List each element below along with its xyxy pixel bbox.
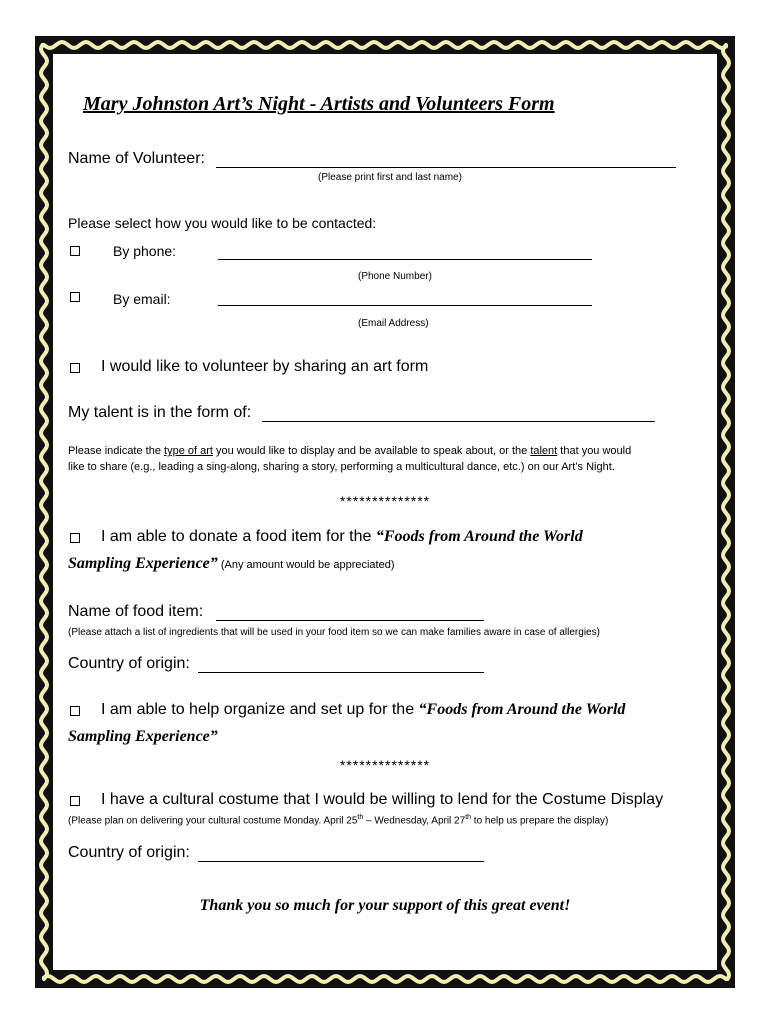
phone-hint: (Phone Number): [358, 271, 432, 282]
page-area: [53, 54, 717, 970]
email-input-line[interactable]: [218, 305, 592, 306]
form-title: Mary Johnston Art’s Night - Artists and Volunteers Form: [83, 93, 555, 115]
phone-checkbox[interactable]: [70, 246, 80, 256]
separator-2: **************: [339, 757, 431, 773]
talent-label: My talent is in the form of:: [68, 404, 252, 421]
talent-note: Please indicate the type of art you would like to display and be available to speak about, or the talent that you would like to share (e.g., leading a sing-along, sharing a story, performing a multicultural dance, etc.) on our Art’s Night.: [68, 445, 632, 473]
type-of-art-text: type of art: [164, 445, 213, 457]
country-input-line-1[interactable]: [198, 672, 484, 673]
organize-line-2: Sampling Experience”: [68, 728, 218, 745]
country-label-2: Country of origin:: [68, 844, 190, 861]
talent-input-line[interactable]: [262, 421, 655, 422]
talent-text: talent: [530, 445, 558, 457]
donate-line-2: Sampling Experience” (Any amount would be appreciated): [68, 555, 395, 572]
phone-input-line[interactable]: [218, 259, 592, 260]
food-name-label: Name of food item:: [68, 603, 204, 620]
costume-checkbox[interactable]: [70, 796, 80, 806]
donate-line-1: I am able to donate a food item for the “Foods from Around the World: [101, 528, 583, 545]
volunteer-art-label: I would like to volunteer by sharing an art form: [101, 358, 429, 375]
costume-label: I have a cultural costume that I would be willing to lend for the Costume Display: [101, 791, 664, 808]
email-hint: (Email Address): [358, 318, 429, 329]
donate-checkbox[interactable]: [70, 533, 80, 543]
country-input-line-2[interactable]: [198, 861, 484, 862]
name-input-line[interactable]: [216, 167, 676, 168]
country-label-1: Country of origin:: [68, 655, 190, 672]
email-label: By email:: [113, 291, 171, 307]
volunteer-art-checkbox[interactable]: [70, 363, 80, 373]
food-name-input-line[interactable]: [216, 620, 484, 621]
email-checkbox[interactable]: [70, 292, 80, 302]
organize-checkbox[interactable]: [70, 706, 80, 716]
organize-line-1: I am able to help organize and set up for the “Foods from Around the World: [101, 701, 626, 718]
costume-note: (Please plan on delivering your cultural costume Monday. April 25th – Wednesday, April 27th to help us prepare the display): [68, 814, 609, 827]
food-note: (Please attach a list of ingredients that will be used in your food item so we can make families aware in case of allergies): [68, 627, 600, 638]
name-hint: (Please print first and last name): [318, 172, 462, 183]
thank-you-message: Thank you so much for your support of this great event!: [199, 897, 571, 914]
phone-label: By phone:: [113, 243, 177, 259]
separator-1: **************: [339, 493, 431, 509]
contact-prompt: Please select how you would like to be contacted:: [68, 215, 377, 231]
name-label: Name of Volunteer:: [68, 150, 205, 167]
